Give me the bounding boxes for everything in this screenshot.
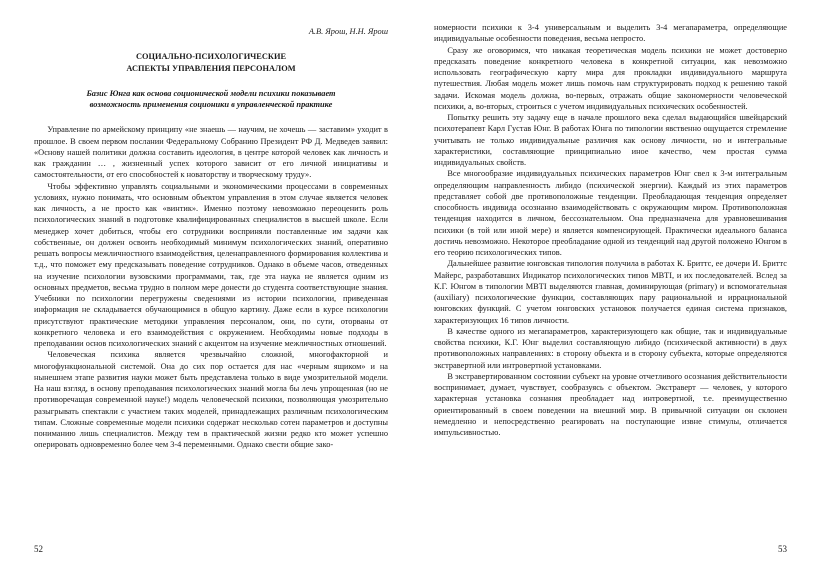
body-paragraph: Управление по армейскому принципу «не знаешь — научим, не хочешь — заставим» уходит в прошлое. В своем первом послании Федеральному Собранию Президент РФ Д. Медведев заявил: «Основу нашей политики должна составить идеология, в центре которой человек как личность и как гражданин … , жизненный успех которого зависит от его личной инициативы и самостоятельности, от его способностей к новаторству и творческому труду». (34, 125, 388, 180)
body-paragraph: Дальнейшее развитие юнговская типология получила в работах К. Бриттс, ее дочери И. Бриттс Майерс, разработавших Индикатор психологических типов MBTI, и их последователей. Вслед за К.Г. Юнгом в типологии MBTI выделяются главная, доминирующая (primary) и вспомогательная (auxiliary) психологические функции, составляющих пару рациональной и иррациональной юнговских функций. С учетом юнговских установок получается единая система признаков, характеризующих 16 типов личности. (434, 259, 787, 325)
article-subtitle (34, 88, 388, 111)
article-title-line: АСПЕКТЫ УПРАВЛЕНИЯ ПЕРСОНАЛОМ (126, 63, 296, 73)
body-paragraph: номерности психики к 3-4 универсальным и выделить 3-4 мегапараметра, определяющие индивидуальные особенности поведения, весьма непросто. (434, 23, 787, 44)
body-paragraph: Человеческая психика является чрезвычайно сложной, многофакторной и многофункциональной системой. Она до сих пор остается для нас «черным ящиком» и на нынешнем этапе развития науки может быть представлена только в виде умозрительной модели. На наш взгляд, в основу преподавания психологических знаний могла бы лечь упрощенная (но не противоречащая современной науке!) модель человеческой психики, позволяющая умозрительно разыгрывать спектакли с участием таких моделей, принадлежащих различным психологическим типам. Сложные современные модели психики содержат несколько сотен параметров и доступны пониманию лишь специалистов. Между тем в практической жизни редко кто может успешно оперировать одновременно более чем 3-4 переменными. Однако свести общие зако- (34, 350, 388, 450)
body-paragraph: Чтобы эффективно управлять социальными и экономическими процессами в современных условиях, нужно понимать, что основным объектом управления в этом случае является человек как личность, а не просто как «винтик». Именно поэтому невозможно переоценить роль психологических знаний в подготовке квалифицированных специалистов в высшей школе. Если менеджер хочет добиться, чтобы его сотрудники восприняли поставленные им задачи как собственные, он должен освоить необходимый минимум психологических знаний, оперативно решать вопросы межличностного взаимодействия, целенаправленного формирования коллектива и т.д., что поможет ему предсказывать поведение сотрудников. Однако в объеме часов, отведенных на изучение психологии вузовскими программами, так, где эта наука не является одним из основных предметов, весьма трудно в полном мере донести до студента соответствующие знания. Учебники по психологии перегружены сведениями из истории психологии, приведенная информация не складывается обучающимися в общую картину. Даже если в курсе психологии присутствуют практические методики управления персоналом, они, по сути, оторваны от конкретного человека и его взаимодействия с окружением. Необходимы новые подходы в преподавании основ психологических знаний с акцентом на изучение межличностных отношений. (34, 181, 388, 348)
body-paragraph: Попытку решить эту задачу еще в начале прошлого века сделал выдающийся швейцарский психотерапевт Карл Густав Юнг. В работах Юнга по типологии явственно ощущается стремление учитывать не только индивидуальные различия как основу личности, но и интегральные характеристики, составляющие принципиально иное качество, чем простая сумма индивидуальных свойств. (434, 113, 787, 167)
page-number: 53 (778, 543, 787, 554)
body-paragraph: Все многообразие индивидуальных психических параметров Юнг свел к 3-м интегральным определяющим направленность либидо (психической энергии). Каждый из этих параметров представляет собой две противоположные тенденции. Преобладающая тенденция определяет способность индивида осознанно взаимодействовать с окружающим миром. Противоположная тенденция находится в личном, бессознательном. Она предназначена для уравновешивания психики (в той или иной мере) и является компенсирующей. Практически идеального баланса достичь невозможно. Некоторое преобладание одной из тенденций над другой положено Юнгом в его теорию психологических типов. (434, 169, 787, 257)
article-title-line: СОЦИАЛЬНО-ПСИХОЛОГИЧЕСКИЕ (135, 52, 287, 62)
right-page (410, 0, 820, 579)
body-paragraph: В экстравертированном состоянии субъект на уровне отчетливого осознания действительности воспринимает, думает, чувствует, сообразуясь с объектом. Экстраверт — человек, у которого характерная установка сознания преобладает над интровертной, т.е. преимущественно ориентированный в своем поведении на внешний мир. В привычной ситуации он склонен немедленно и непосредственно реагировать на поступающие извне стимулы, отличается импульсивностью. (434, 371, 787, 437)
page-number: 52 (34, 543, 43, 554)
body-paragraph: В качестве одного из мегапараметров, характеризующего как общие, так и индивидуальные свойства психики, К.Г. Юнг выделил составляющую либидо (психической активности) в двух противоположных направлениях: в сторону объекта и в сторону субъекта, которые определяются экстравертной или интровертной установками. (434, 326, 787, 370)
body-paragraph: Сразу же оговоримся, что никакая теоретическая модель психики не может достоверно предсказать поведение конкретного человека в конкретной ситуации, как невозможно использовать географическую карту мира для прокладки индивидуального маршрута путешествия. Любая модель может лишь помочь нам структурировать подход к решению такой задачи. Искомая модель должна, во-первых, отражать общие закономерности человеческой психики, а, во-вторых, строиться с учетом индивидуальных психических особенностей. (434, 45, 787, 111)
article-subtitle-line: возможность применения соционики в управленческой практике (89, 100, 333, 109)
article-title (34, 51, 388, 74)
running-header-authors: А.В. Ярош, Н.Н. Ярош (308, 27, 388, 36)
article-subtitle-line: Базис Юнга как основа соционической модели психики показывает (86, 88, 336, 98)
